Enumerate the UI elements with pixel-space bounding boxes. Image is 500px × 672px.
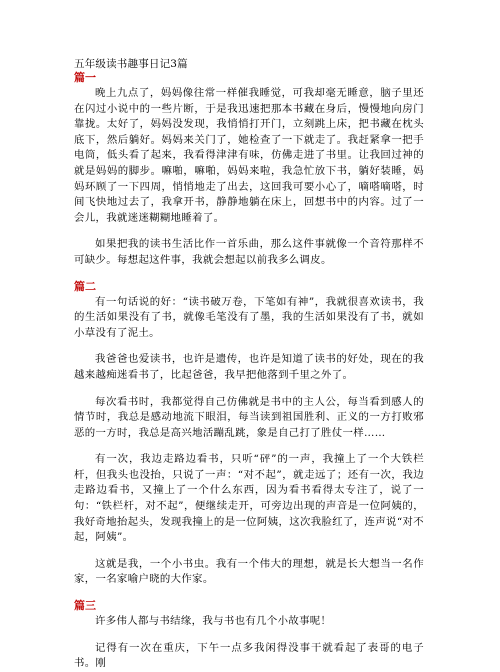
document-title: 五年级读书趣事日记3篇	[74, 58, 188, 70]
paragraph: 许多伟人都与书结缘，我与书也有几个小故事呢！	[95, 615, 332, 628]
document-page	[74, 58, 424, 672]
paragraph: 这就是我，一个小书虫。我有一个伟大的理想，就是长大想当一名作家，一名家喻户晓的大作家。	[74, 557, 424, 586]
paragraph: 每次看书时，我都觉得自己仿佛就是书中的主人公，每当看到感人的情节时，我总是感动地流下眼泪，每当读到祖国胜利、正义的一方打败邪恶的一方时，我总是高兴地活蹦乱跳，象是自己打了胜仗一样……	[74, 395, 424, 439]
section-2	[74, 280, 424, 589]
section-heading: 篇三	[74, 599, 96, 613]
paragraph: 有一句话说的好：“读书破万卷，下笔如有神”，我就很喜欢读书，我的生活如果没有了书，就像毛笔没有了墨，我的生活如果没有了书，就如小草没有了泥土。	[74, 295, 424, 339]
paragraph: 有一次，我边走路边看书，只听“砰”的一声，我撞上了一个大铁栏杆，但我头也没抬，只说了一声：“对不起”，就走远了；还有一次，我边走路边看书，又撞上了一个什么东西，因为看书看得太专注了，说了一句：“铁栏杆，对不起”，便继续走开，可旁边出现的声音是一位阿姨的，我好奇地抬起头，发现我撞上的是一位阿姨，这次我脸红了，连声说“对不起，阿姨”。	[74, 453, 424, 544]
paragraph: 如果把我的读书生活比作一首乐曲，那么这件事就像一个音符那样不可缺少。每想起这件事，我就会想起以前我多么调皮。	[74, 238, 424, 266]
paragraph: 记得有一次在重庆，下午一点多我闲得没事干就看起了表哥的电子书。刚	[74, 641, 424, 670]
section-heading: 篇一	[74, 71, 96, 84]
paragraph: 晚上九点了，妈妈像往常一样催我睡觉，可我却毫无睡意，脑子里还在闪过小说中的一些片断，于是我迅速把那本书藏在身后，慢慢地向房门靠拢。太好了，妈妈没发现，我悄悄打开门，立刻跳上床，把书藏在枕头底下，然后躺好。妈妈来关门了，她检查了一下就走了。我赶紧拿一把手电筒，低头看了起来，我看得津津有味，仿佛走进了书里。让我回过神的就是妈妈的脚步。嘛啪，嘛啪，妈妈来啦，我急忙放下书，躺好装睡，妈妈环顾了一下四周，悄悄地走了出去，这回我可要小心了，嘀嗒嘀嗒，时间飞快地过去了，我拿开书，静静地躺在床上，回想书中的内容。过了一会儿，我就迷迷糊糊地睡着了。	[74, 87, 424, 224]
section-heading: 篇二	[74, 279, 96, 293]
section-1	[74, 71, 424, 269]
section-3	[74, 599, 424, 672]
paragraph: 我爸爸也爱读书，也许是遗传，也许是知道了读书的好处，现在的我越来越痴迷看书了，比起爸爸，我早把他落到千里之外了。	[74, 353, 424, 381]
